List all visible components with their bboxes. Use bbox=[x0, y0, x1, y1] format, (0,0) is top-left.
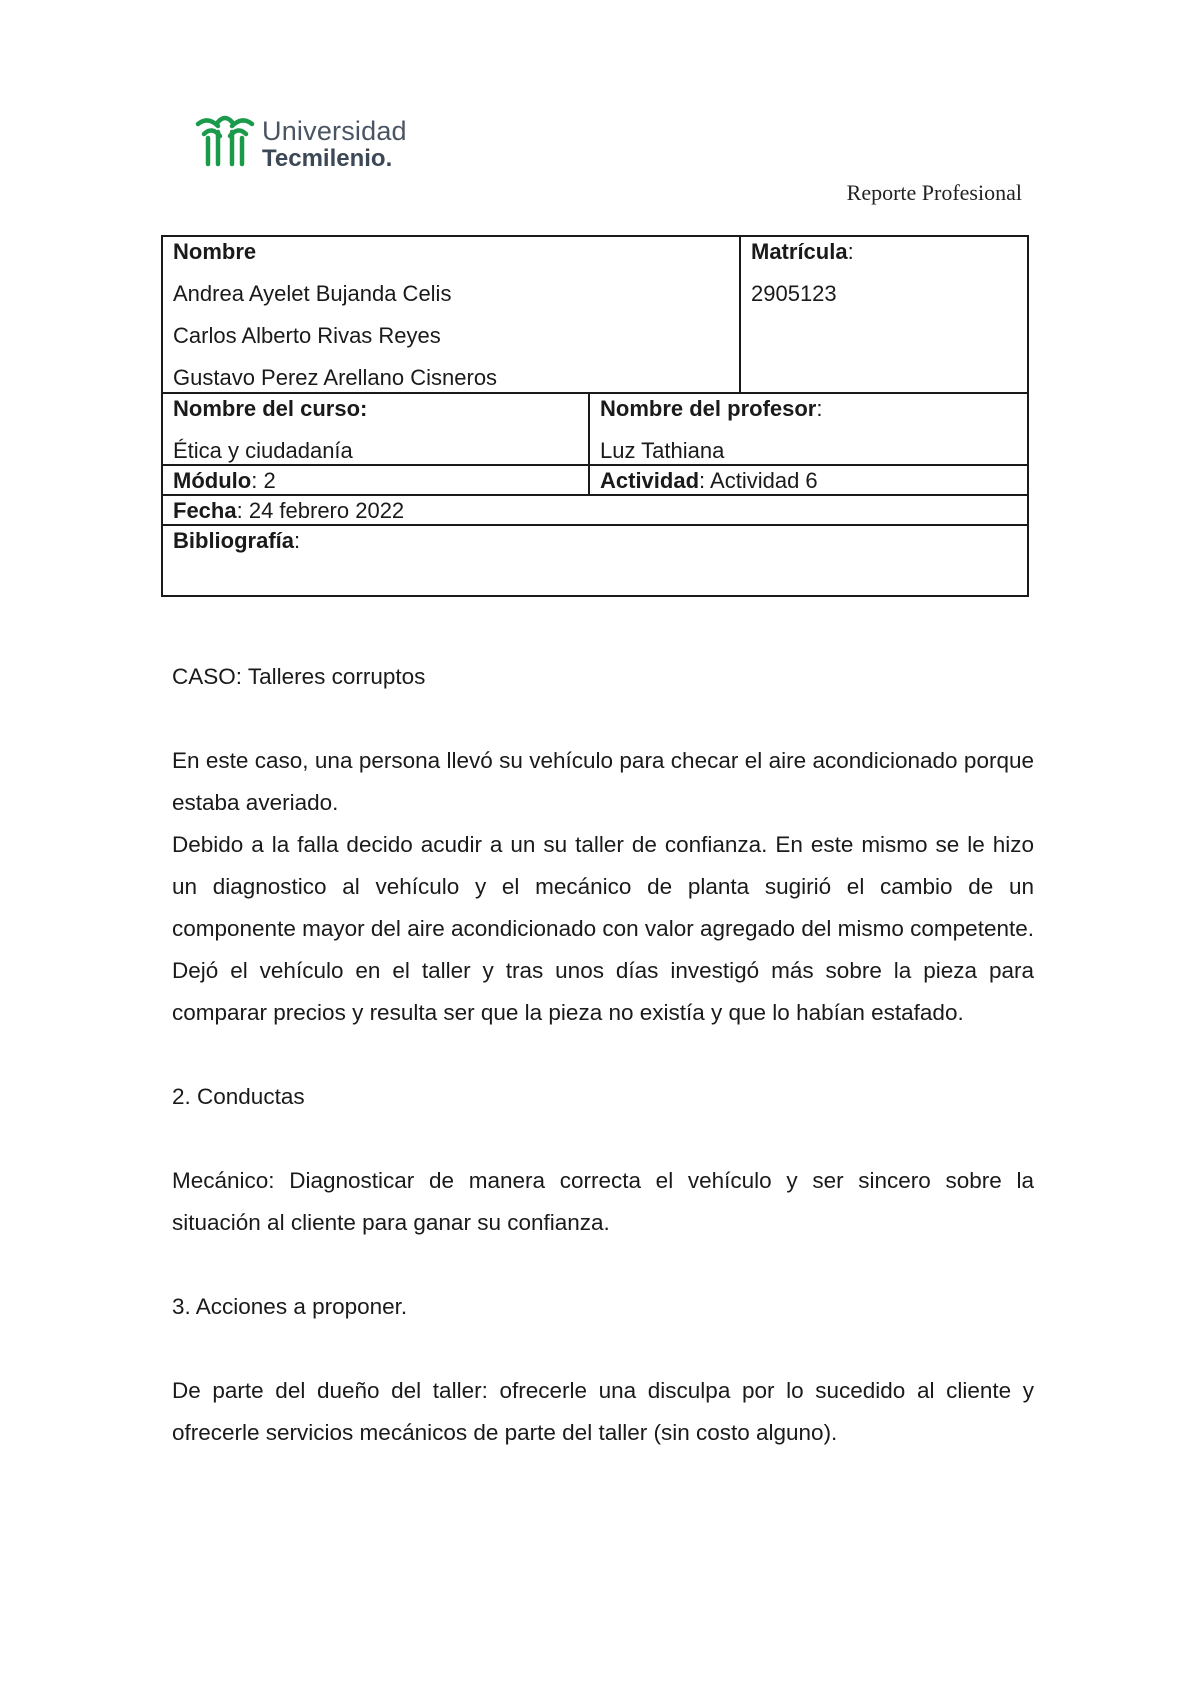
nombre-label: Nombre bbox=[173, 239, 257, 264]
modulo-value: 2 bbox=[263, 468, 276, 493]
info-row-course bbox=[163, 394, 1027, 466]
student-name-1: Andrea Ayelet Bujanda Celis bbox=[173, 281, 452, 306]
curso-value: Ética y ciudadanía bbox=[173, 438, 353, 463]
tecmilenio-leaf-icon bbox=[194, 112, 256, 168]
section-heading-acciones: 3. Acciones a proponer. bbox=[172, 1294, 408, 1319]
curso-label: Nombre del curso: bbox=[173, 396, 368, 421]
matricula-cell: Matrícula: 2905123 bbox=[739, 237, 1027, 392]
actividad-cell: Actividad: Actividad 6 bbox=[588, 466, 1027, 494]
fecha-cell: Fecha: 24 febrero 2022 bbox=[173, 498, 405, 523]
fecha-value: 24 febrero 2022 bbox=[248, 498, 405, 523]
modulo-label: Módulo bbox=[173, 468, 252, 493]
fecha-label: Fecha bbox=[173, 498, 237, 523]
report-type: Reporte Profesional bbox=[846, 180, 1022, 205]
student-name-2: Carlos Alberto Rivas Reyes bbox=[173, 323, 441, 348]
case-title: CASO: Talleres corruptos bbox=[172, 664, 426, 689]
actividad-label: Actividad bbox=[600, 468, 700, 493]
logo-line-universidad: Universidad bbox=[262, 116, 407, 146]
modulo-cell: Módulo: 2 bbox=[173, 468, 276, 493]
actividad-value: Actividad 6 bbox=[710, 468, 818, 493]
matricula-label: Matrícula bbox=[751, 239, 848, 264]
profesor-label: Nombre del profesor bbox=[600, 396, 817, 421]
bibliografia-label: Bibliografía bbox=[173, 528, 295, 553]
info-row-names bbox=[163, 237, 1027, 394]
info-row-bibliography bbox=[163, 526, 1027, 595]
paragraph-1: En este caso, una persona llevó su vehículo para checar el aire acondicionado porque estaba averiado. bbox=[172, 748, 1034, 815]
logo-line-tecmilenio: Tecmilenio. bbox=[262, 145, 393, 172]
document-body bbox=[172, 656, 1034, 1454]
info-row-date bbox=[163, 496, 1027, 526]
profesor-cell: Nombre del profesor: Luz Tathiana bbox=[588, 394, 1027, 464]
paragraph-2: Debido a la falla decido acudir a un su taller de confianza. En este mismo se le hizo un diagnostico al vehículo y el mecánico de planta sugirió el cambio de un componente mayor del aire acondicionado con valor agregado del mismo competente. Dejó el vehículo en el taller y tras unos días investigó más sobre la pieza para comparar precios y resulta ser que la pieza no existía y que lo habían estafado. bbox=[172, 832, 1034, 1025]
profesor-value: Luz Tathiana bbox=[600, 438, 725, 463]
nombre-cell bbox=[163, 237, 739, 392]
university-logo bbox=[194, 110, 434, 172]
curso-cell bbox=[163, 394, 588, 464]
student-name-3: Gustavo Perez Arellano Cisneros bbox=[173, 365, 498, 390]
info-table bbox=[161, 235, 1029, 597]
info-row-module bbox=[163, 466, 1027, 496]
paragraph-3: Mecánico: Diagnosticar de manera correcta el vehículo y ser sincero sobre la situación al cliente para ganar su confianza. bbox=[172, 1168, 1034, 1235]
bibliografia-cell: Bibliografía: bbox=[173, 528, 301, 553]
matricula-value: 2905123 bbox=[751, 281, 837, 306]
paragraph-4: De parte del dueño del taller: ofrecerle una disculpa por lo sucedido al cliente y ofrecerle servicios mecánicos de parte del taller (sin costo alguno). bbox=[172, 1378, 1034, 1445]
section-heading-conductas: 2. Conductas bbox=[172, 1084, 305, 1109]
